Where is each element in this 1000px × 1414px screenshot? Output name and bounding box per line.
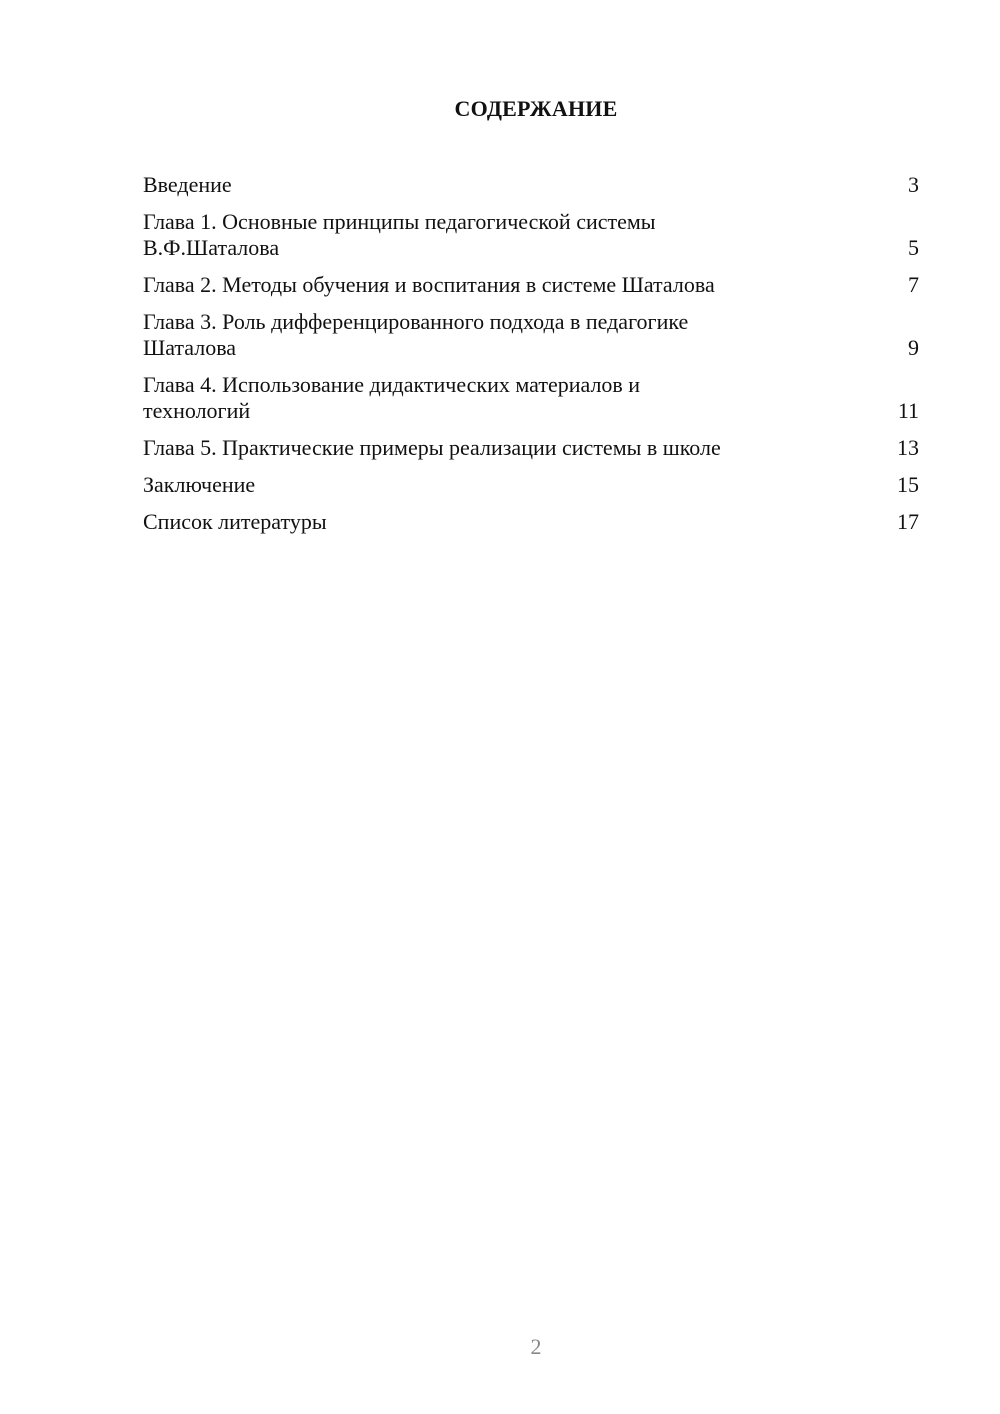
toc-entry-page: 9 [908,335,919,360]
toc-entry-chapter-4 [143,372,919,424]
toc-entry-chapter-3 [143,309,919,361]
toc-entry-title: Список литературы [143,509,327,534]
toc-entry-page: 5 [908,235,919,260]
toc-entry-title: Заключение [143,472,256,497]
toc-entry-references [143,509,919,535]
toc-entry-page: 13 [897,435,919,460]
toc-entry-title: Глава 3. Роль дифференцированного подхода в педагогике Шаталова [143,309,689,360]
toc-entry-title: Введение [143,172,232,197]
toc-entry-title: Глава 5. Практические примеры реализации системы в школе [143,435,721,460]
toc-entry-title: Глава 4. Использование дидактических материалов и технологий [143,372,641,423]
page-number: 2 [530,1334,542,1359]
toc-entry-page: 15 [897,472,919,497]
toc-entry-page: 7 [908,272,919,297]
toc-entry-conclusion [143,472,919,498]
toc-entry-page: 17 [897,509,919,534]
toc-entry-title: Глава 1. Основные принципы педагогической системы В.Ф.Шаталова [143,209,656,260]
toc-entry-chapter-5 [143,435,919,461]
toc-entry-chapter-2 [143,272,919,298]
toc-entry-page: 3 [908,172,919,197]
toc-entry-chapter-1 [143,209,919,261]
toc-entry-title: Глава 2. Методы обучения и воспитания в системе Шаталова [143,272,715,297]
toc-entry-introduction [143,172,919,198]
table-of-contents [143,172,919,546]
toc-entry-page: 11 [897,398,919,423]
page-title: СОДЕРЖАНИЕ [454,96,618,121]
